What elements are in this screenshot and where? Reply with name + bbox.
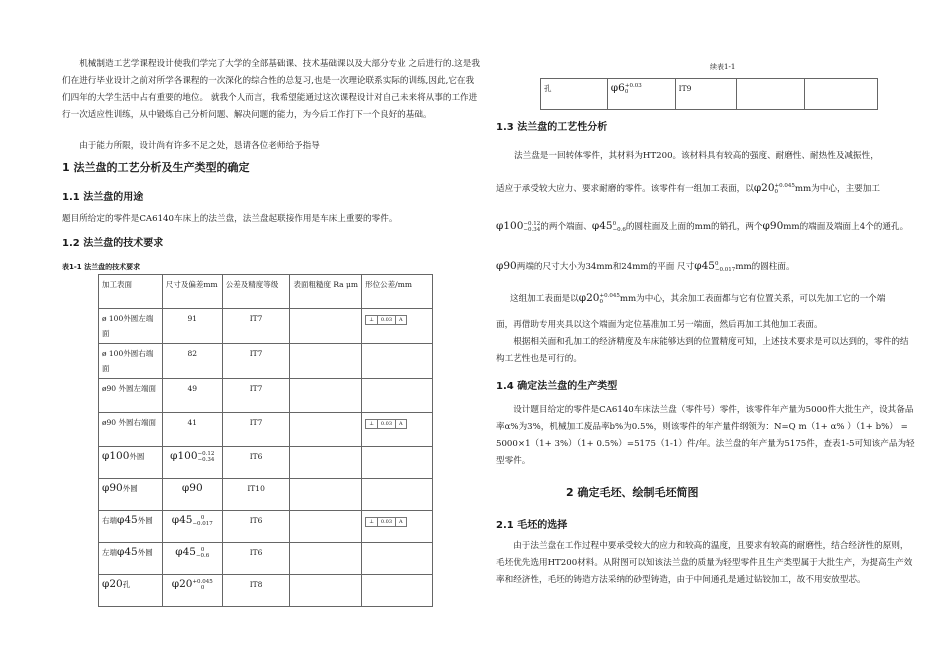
- cell-surface: ø 100外圆左端面: [99, 309, 163, 344]
- cell-grade: IT6: [222, 511, 290, 543]
- section-1-3-line-4: φ90两端的尺寸大小为34mm和24mm的平面 尺寸φ45 0 −0.017 mm的圆柱面。: [496, 260, 795, 273]
- cell-grade: IT6: [222, 543, 290, 575]
- cell-grade: IT7: [222, 379, 290, 413]
- section-1-4-text: 设计题目给定的零件是CA6140车床法兰盘（零件号）零件，该零件年产量为5000件大批生产，设其备品率α%为3%，机械加工废品率b%为0.5%，则该零件的年产量件纲领为：N=Q m（1+ α% ）（1+ b%） = 5000×1（1+ 3%）（1+ 0.5%）=5175（1-1）件/年。法兰盘的年产量为5175件，查表1-5可知该产品为轻型零件。: [496, 405, 915, 466]
- perpendicularity-frame: ⊥ 0.03 A: [365, 517, 406, 527]
- cell-tolerance: [362, 511, 433, 543]
- section-1-2-heading: 1.2 法兰盘的技术要求: [62, 238, 164, 249]
- cell-roughness: [290, 543, 362, 575]
- cell-size: φ100 −0.12 −0.34: [162, 447, 222, 479]
- cell-size: φ45 0 −0.6: [162, 543, 222, 575]
- cell-tolerance: [362, 309, 433, 344]
- cell-surface: φ100外圆: [99, 447, 163, 479]
- cell-surface: 孔: [541, 79, 608, 110]
- cell-roughness: [290, 511, 362, 543]
- cell-size: 41: [162, 413, 222, 447]
- cell-tolerance: [362, 479, 433, 511]
- cell-roughness: [737, 79, 805, 110]
- cell-roughness: [290, 447, 362, 479]
- cell-size: 82: [162, 344, 222, 379]
- cell-roughness: [290, 479, 362, 511]
- table-row: [99, 575, 433, 607]
- cell-grade: IT7: [222, 344, 290, 379]
- cell-tolerance: [362, 575, 433, 607]
- cell-surface: ø 100外圆右端面: [99, 344, 163, 379]
- cell-grade: IT9: [675, 79, 737, 110]
- section-1-3-line-1: 法兰盘是一回转体零件，其材料为HT200。该材料具有较高的强度、耐磨性、耐热性及减振性，: [514, 151, 879, 161]
- cell-tolerance: [362, 379, 433, 413]
- header-surface: 加工表面: [99, 275, 163, 309]
- cell-surface: 右端φ45外圆: [99, 511, 163, 543]
- section-1-3-line-7: 根据相关面和孔加工的经济精度及车床能够达到的位置精度可知，上述技术要求是可以达到的，零件的结构工艺性也是可行的。: [496, 337, 909, 364]
- section-2-heading: 2 确定毛坯、绘制毛坯简图: [566, 486, 699, 499]
- header-size: 尺寸及偏差mm: [162, 275, 222, 309]
- cell-tolerance: [362, 447, 433, 479]
- cell-tolerance: [805, 79, 878, 110]
- cell-tolerance: [362, 344, 433, 379]
- table-row: [99, 309, 433, 344]
- cell-grade: IT10: [222, 479, 290, 511]
- table-header-row: [99, 275, 433, 309]
- cell-roughness: [290, 413, 362, 447]
- cell-roughness: [290, 344, 362, 379]
- section-2-1-text: 由于法兰盘在工作过程中要承受较大的应力和较高的温度，且要求有较高的耐磨性，结合经济性的原则，毛坯优先选用HT200材料。从附图可以知该法兰盘的质量为轻型零件且生产类型属于大批生产，为提高生产效率和经济性，毛坯的铸造方法采纳的砂型铸造，由于中间通孔是通过钻铰加工，故不用安放型芯。: [496, 541, 913, 585]
- table-row: [99, 413, 433, 447]
- cell-size: φ20 +0.045 0: [162, 575, 222, 607]
- table-row: [99, 479, 433, 511]
- continued-table: [540, 78, 878, 110]
- cell-roughness: [290, 575, 362, 607]
- cell-tolerance: [362, 543, 433, 575]
- cell-grade: IT8: [222, 575, 290, 607]
- cell-surface: φ20孔: [99, 575, 163, 607]
- cell-roughness: [290, 309, 362, 344]
- cell-size: 49: [162, 379, 222, 413]
- cell-surface: φ90外圆: [99, 479, 163, 511]
- section-2-1-heading: 2.1 毛坯的选择: [496, 520, 568, 531]
- section-1-3-line-3: φ100 −0.12 −0.34 的两个端面、φ45 0 −0.6 的圆柱面及上面的mm的销孔，两个φ90mm的端面及端面上4个的通孔。: [496, 220, 909, 233]
- perpendicularity-frame: ⊥ 0.03 A: [365, 315, 406, 325]
- cell-size: φ6 +0.03 0: [607, 79, 675, 110]
- section-1-3-line-2: 适应于承受较大应力、要求耐磨的零件。该零件有一组加工表面，以φ20 +0.045 0 mm为中心，主要加工: [496, 182, 880, 195]
- header-grade: 公差及精度等级: [222, 275, 290, 309]
- perpendicularity-frame: ⊥ 0.03 A: [365, 419, 406, 429]
- tech-requirements-table: [98, 274, 433, 607]
- intro-paragraph-2: 由于能力所限，设计尚有许多不足之处，恳请各位老师给予指导: [79, 141, 320, 151]
- cell-surface: ø90 外圆左端面: [99, 379, 163, 413]
- section-1-heading: 1 法兰盘的工艺分析及生产类型的确定: [62, 161, 250, 174]
- header-roughness: 表面粗糙度 Ra μm: [290, 275, 362, 309]
- table-1-1-continued-caption: 续表1-1: [710, 63, 736, 71]
- cell-tolerance: [362, 413, 433, 447]
- table-row: [541, 79, 878, 110]
- cell-roughness: [290, 379, 362, 413]
- table-1-1-caption: 表1-1 法兰盘的技术要求: [62, 263, 141, 271]
- table-row: [99, 379, 433, 413]
- table-row: [99, 511, 433, 543]
- cell-surface: ø90 外圆右端面: [99, 413, 163, 447]
- table-row: [99, 543, 433, 575]
- cell-surface: 左端φ45外圆: [99, 543, 163, 575]
- cell-grade: IT7: [222, 309, 290, 344]
- section-1-3-line-5: 这组加工表面是以φ20 +0.045 0 mm为中心，其余加工表面都与它有位置关系，可以先加工它的一个端: [510, 292, 886, 305]
- intro-paragraph: 机械制造工艺学课程设计使我们学完了大学的全部基础课、技术基础课以及大部分专业 之后进行的.这是我们在进行毕业设计之前对所学各课程的一次深化的综合性的总复习,也是一次理论联系实际的训练,因此,它在我们四年的大学生活中占有重要的地位。 就我个人而言，我希望能通过这次课程设计对自己未来将从事的工作进行一次适应性训练，从中锻炼自己分析问题、解决问题的能力，为今后工作打下一个良好的基础。: [62, 59, 480, 120]
- cell-grade: IT6: [222, 447, 290, 479]
- section-1-3-heading: 1.3 法兰盘的工艺性分析: [496, 122, 608, 133]
- header-tolerance: 形位公差/mm: [362, 275, 433, 309]
- table-row: [99, 447, 433, 479]
- table-row: [99, 344, 433, 379]
- section-1-4-heading: 1.4 确定法兰盘的生产类型: [496, 381, 618, 392]
- section-1-1-text: 题目所给定的零件是CA6140车床上的法兰盘，法兰盘起联接作用是车床上重要的零件。: [62, 214, 398, 224]
- section-1-3-line-6: 面，再借助专用夹具以这个端面为定位基准加工另一端面，然后再加工其他加工表面。: [496, 320, 823, 330]
- cell-size: 91: [162, 309, 222, 344]
- cell-size: φ90: [162, 479, 222, 511]
- cell-grade: IT7: [222, 413, 290, 447]
- section-1-1-heading: 1.1 法兰盘的用途: [62, 192, 144, 203]
- cell-size: φ45 0 −0.017: [162, 511, 222, 543]
